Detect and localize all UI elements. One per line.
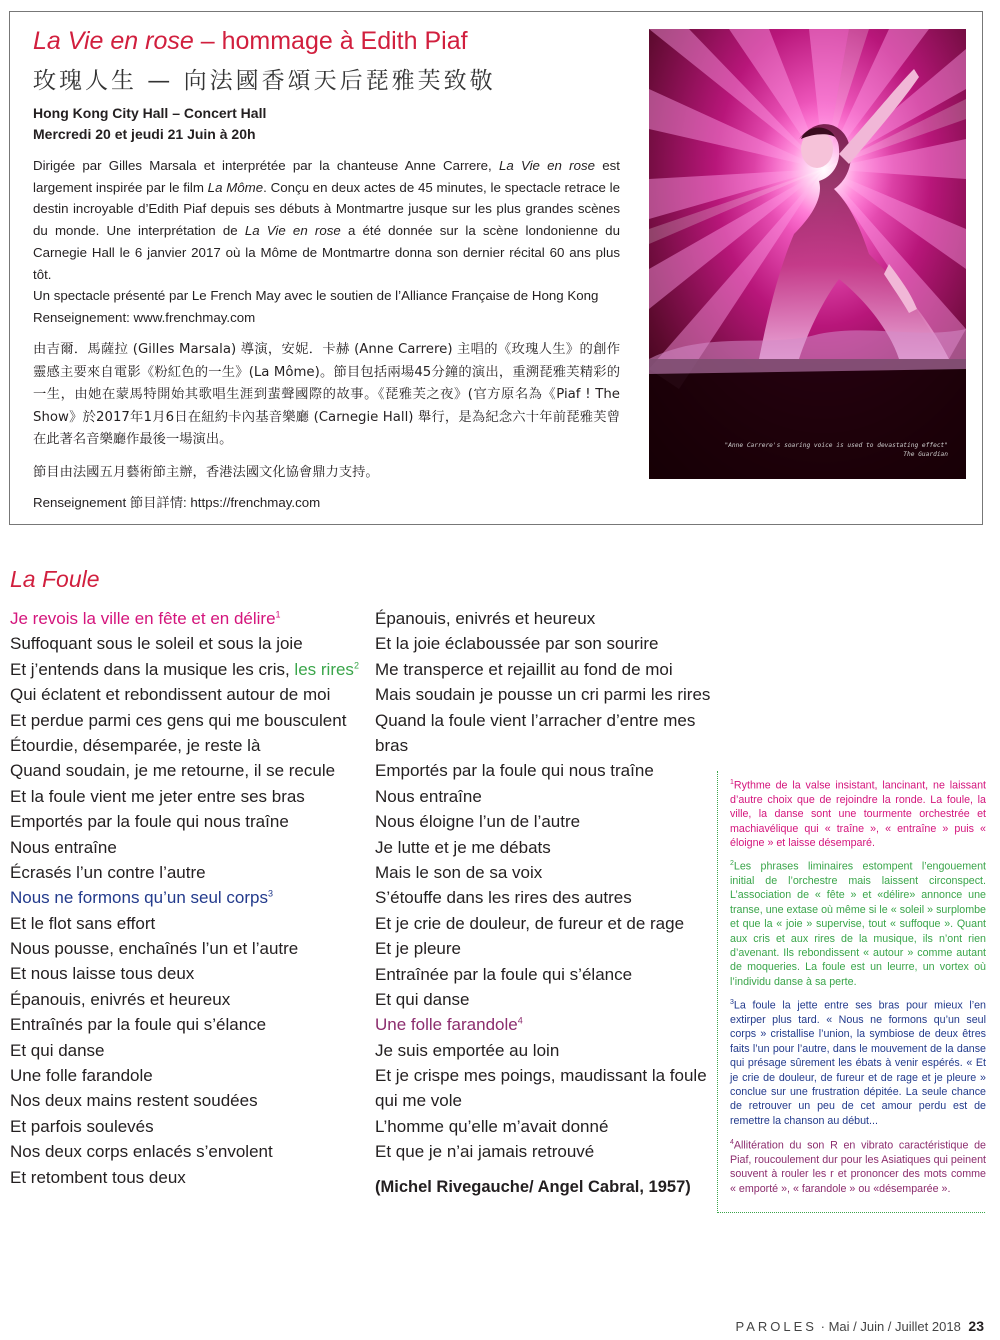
event-title: La Vie en rose – hommage à Edith Piaf	[33, 27, 468, 55]
event-info-link[interactable]: Renseignement: www.frenchmay.com	[33, 309, 256, 325]
lyric-line: Et qui danse	[375, 989, 470, 1009]
lyric-line: Je suis emportée au loin	[375, 1040, 560, 1060]
lyric-line: Mais le son de sa voix	[375, 862, 543, 882]
song-credit: (Michel Rivegauche/ Angel Cabral, 1957)	[375, 1178, 691, 1196]
event-description-french	[33, 155, 620, 329]
lyric-line: Quand la foule vient l’arracher d’entre mes bras	[375, 710, 696, 755]
lyric-line: Épanouis, enivrés et heureux	[375, 609, 596, 628]
lyric-line: Écrasés l’un contre l’autre	[10, 862, 206, 882]
lyric-line: Me transperce et rejaillit au fond de moi	[375, 659, 673, 679]
lyric-line: Et j’entends dans la musique les cris, les rires$^2$	[10, 659, 359, 679]
page-number: 23	[968, 1318, 984, 1334]
lyric-line: Nos deux corps enlacés s’envolent	[10, 1142, 273, 1162]
lyrics-column-2	[375, 606, 710, 1165]
event-date: Mercredi 20 et jeudi 21 Juin à 20h	[33, 126, 256, 142]
footnote-ref: 2	[353, 660, 359, 671]
lyric-line: Et perdue parmi ces gens qui me bousculent	[10, 710, 347, 730]
lyric-line: Nous éloigne l’un de l’autre	[375, 812, 581, 832]
lyric-line: Étourdie, désemparée, je reste là	[10, 735, 261, 755]
event-poster	[649, 29, 966, 479]
footnote-ref: 4	[517, 1015, 523, 1026]
poster-quote-source: The Guardian	[903, 451, 948, 458]
lyric-line: Emportés par la foule qui nous traîne	[375, 761, 654, 781]
lyric-line: Emportés par la foule qui nous traîne	[10, 812, 289, 832]
lyric-line: Entraînés par la foule qui s’élance	[10, 1015, 267, 1035]
page-footer	[736, 1318, 984, 1334]
lyric-line: Épanouis, enivrés et heureux	[10, 989, 231, 1009]
lyric-line: Et parfois soulevés	[10, 1116, 154, 1136]
lyric-line: Nos deux mains restent soudées	[10, 1091, 258, 1111]
lyric-line: L’homme qu’elle m’avait donné	[375, 1116, 609, 1136]
lyric-line: Nous entraîne	[10, 837, 117, 857]
lyric-line: Et retombent tous deux	[10, 1167, 186, 1187]
event-box	[9, 11, 983, 525]
lyric-line: Je lutte et je me débats	[375, 837, 551, 857]
lyric-line: Et je crie de douleur, de fureur et de rage	[375, 913, 685, 933]
footnote-3: $^3$La foule la jette entre ses bras pour mieux l’en extirper plus tard. « Nous ne formons qu’un seul corps » cristallise l’union, la symbiose de deux êtres faits l’un pour l’autre, dans le mouvement de la danse qui présage sûrement les ébats à venir espérés. « Et je crie de douleur, de fureur et de rage et je pleure » conclue sur une frustration dépitée. La seule chance de retrouver un peu de cet amour perdu est de remettre la chanson au début...	[730, 999, 986, 1127]
event-title-chinese: 玫瑰人生 — 向法國香頌天后琵雅芙致敬	[33, 68, 496, 94]
song-title: La Foule	[10, 566, 100, 592]
event-presenter: Un spectacle présenté par Le French May avec le soutien de l’Alliance Française de Hong Kong	[33, 288, 599, 304]
event-support-chinese: 節目由法國五月藝術節主辦，香港法國文化協會鼎力支持。	[33, 465, 379, 480]
lyrics-column-1	[10, 606, 365, 1190]
lyric-line: Et je pleure	[375, 939, 461, 959]
footnotes-panel	[717, 771, 985, 1213]
event-description-chinese: 由吉爾．馬薩拉 (Gilles Marsala) 導演，安妮．卡赫 (Anne Carrere) 主唱的《玫瑰人生》的創作靈感主要來自電影《粉紅色的一生》(La Môme)。節目包括兩場45分鐘的演出，重溯琵雅芙精彩的一生，由她在蒙馬特開始其歌唱生涯到蜚聲國際的故事。《琵雅芙之夜》(官方原名為《Piaf ! The Show》於2017年1月6日在紐約卡內基音樂廳 (Carnegie Hall) 舉行，是為紀念六十年前琵雅芙曾在此著名音樂廳作最後一場演出。	[33, 342, 620, 447]
lyric-line: Et la foule vient me jeter entre ses bras	[10, 786, 305, 806]
event-venue-block	[33, 103, 266, 145]
lyric-line: Et le flot sans effort	[10, 913, 156, 933]
issue-date: Mai / Juin / Juillet 2018	[828, 1319, 961, 1334]
lyric-line: Mais soudain je pousse un cri parmi les rires	[375, 685, 711, 705]
poster-artwork	[649, 29, 966, 479]
lyric-line: Et la joie éclaboussée par son sourire	[375, 634, 659, 654]
footnote-4: $^4$Allitération du son R en vibrato caractéristique de Piaf, roucoulement dur pour les Asiatiques qui peinent souvent à rouler les r et prononcer des mots comme « emporté », « farandole » ou «désemparée ».	[730, 1139, 986, 1195]
footnote-ref: 1	[275, 609, 281, 620]
lyric-line: Et nous laisse tous deux	[10, 964, 195, 984]
footer-separator: ·	[820, 1319, 825, 1334]
lyric-line: Nous ne formons qu’un seul corps$^3$	[10, 888, 273, 908]
lyric-line: S’étouffe dans les rires des autres	[375, 888, 632, 908]
footnote-ref: 3	[267, 888, 273, 899]
lyric-line: Suffoquant sous le soleil et sous la joie	[10, 634, 303, 654]
lyric-line: Une folle farandole	[10, 1066, 153, 1086]
lyric-line: Et qui danse	[10, 1040, 105, 1060]
lyric-line: Je revois la ville en fête et en délire$^1$	[10, 609, 281, 628]
footnote-1: $^1$Rythme de la valse insistant, lancinant, ne laissant d’autre choix que de rejoindre la ronde. La foule, la ville, la danse sont une tourmente orchestrée et machiavélique qui « traîne », « entraîne » puis « éloigne » et laisse désemparé.	[730, 779, 986, 850]
event-info-link-chinese[interactable]: Renseignement 節目詳情: https://frenchmay.com	[33, 495, 321, 510]
lyric-line: Et je crispe mes poings, maudissant la foule qui me vole	[375, 1066, 707, 1111]
lyric-line: Nous entraîne	[375, 786, 482, 806]
event-venue: Hong Kong City Hall – Concert Hall	[33, 105, 267, 121]
lyric-line: Une folle farandole$^4$	[375, 1015, 523, 1035]
lyric-line: Et que je n’ai jamais retrouvé	[375, 1142, 595, 1162]
lyric-line: Qui éclatent et rebondissent autour de moi	[10, 685, 331, 705]
lyric-line: Nous pousse, enchaînés l’un et l’autre	[10, 939, 299, 959]
lyric-line: Quand soudain, je me retourne, il se recule	[10, 761, 336, 781]
lyric-line: Entraînée par la foule qui s’élance	[375, 964, 633, 984]
event-description-paragraph: Dirigée par Gilles Marsala et interprétée par la chanteuse Anne Carrere, La Vie en rose est largement inspirée par le film La Môme. Conçu en deux actes de 45 minutes, le spectacle retrace le destin incroyable d’Edith Piaf depuis ses débuts à Montmartre jusque sur les plus grandes scènes du monde. Une interprétation de La Vie en rose a été donnée sur la scène londonienne du Carnegie Hall le 6 janvier 2017 où la Môme de Montmartre donna son dernier récital 60 ans plus tôt.	[33, 158, 620, 282]
poster-quote: "Anne Carrere's soaring voice is used to devastating effect" The Guardian	[667, 441, 948, 459]
footnote-2: $^2$Les phrases liminaires estompent l’engouement initial de l’orchestre mais laissent circonspect. L’association de « fête » et «délire» annonce une transe, une extase où même si le « soleil » surplombe et que la « joie » supervise, tout « suffoque ». Quant aux cris et aux rires de la musique, ils n’ont rien d’avenant. Ils rebondissent « autour » comme autant de moqueries. La foule est un leurre, un vortex où l’individu danse à sa perte.	[730, 860, 986, 988]
magazine-name: PAROLES	[735, 1319, 817, 1334]
